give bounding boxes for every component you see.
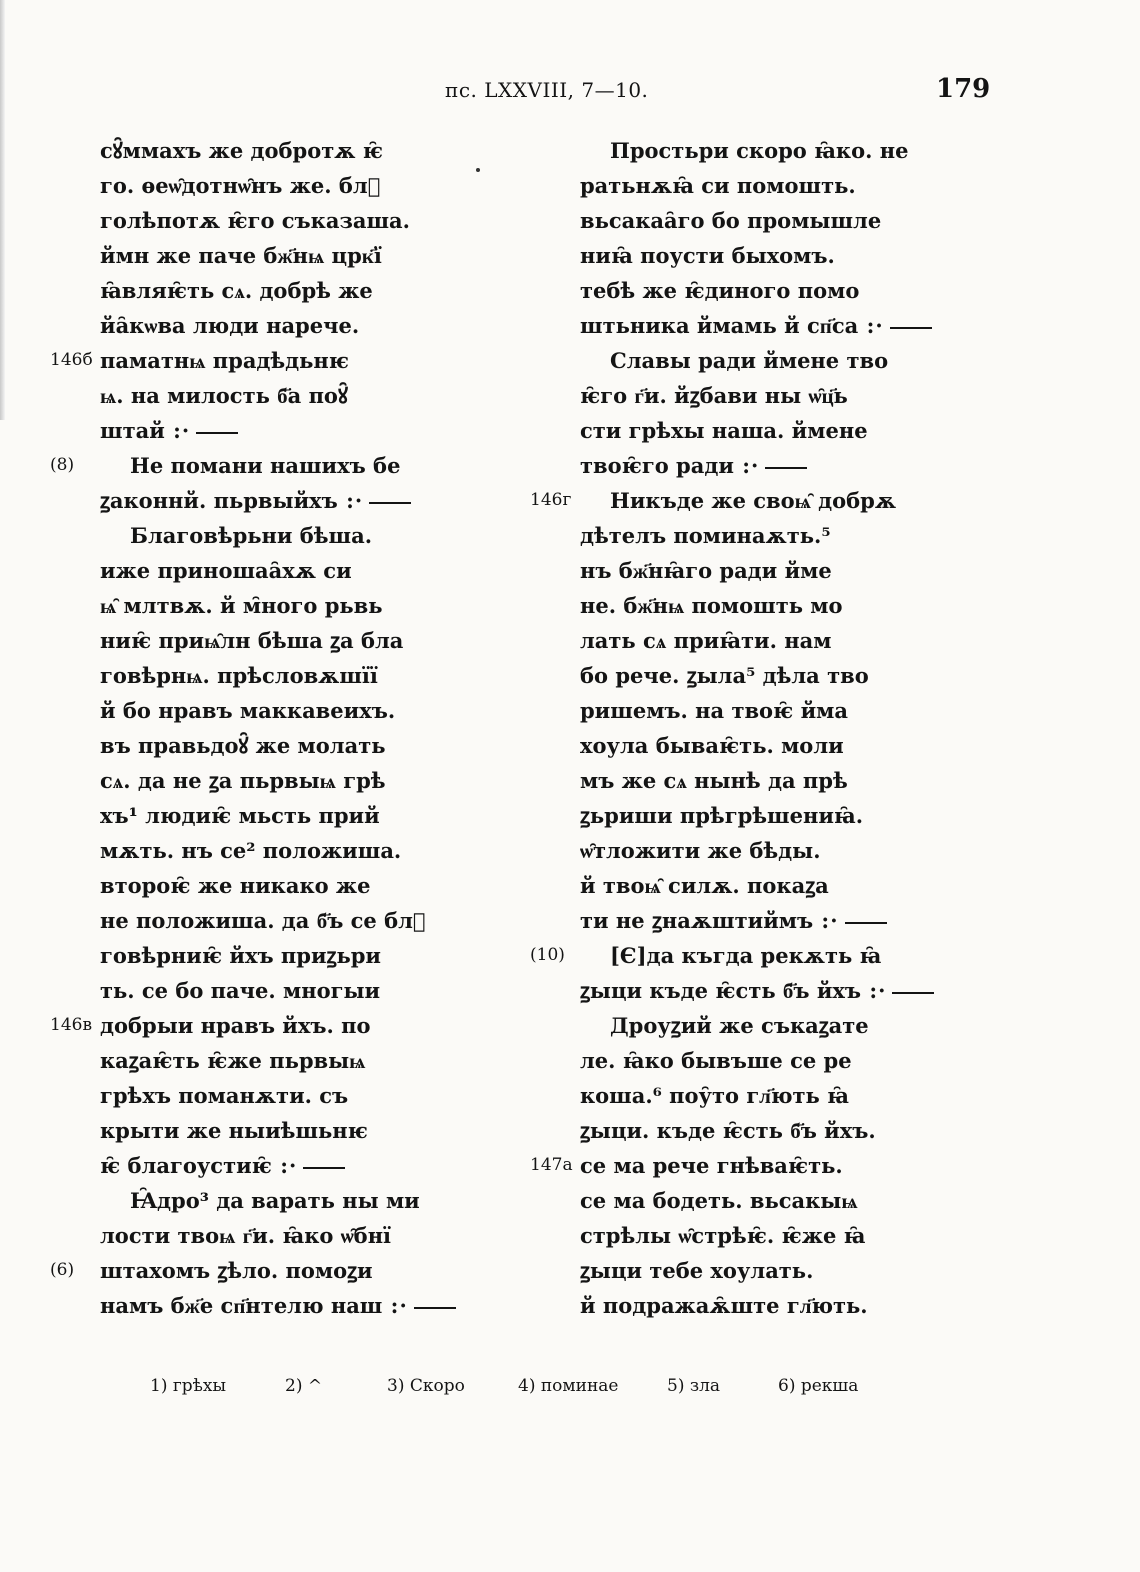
line-text: сти грѣхы наша. ймене (580, 418, 868, 443)
text-line (580, 413, 1000, 448)
text-line (580, 693, 1000, 728)
line-text: добрыи нравъ йхъ. по (100, 1013, 371, 1038)
footnote: 6) рекша (778, 1376, 859, 1396)
text-line (50, 448, 520, 483)
text-line (100, 658, 520, 693)
line-text: сѧ. да не ꙁа пьрвыѩ грѣ (100, 768, 386, 793)
line-text: тебѣ же ѥ̑диного помо (580, 278, 860, 303)
line-text: ле. ꙗ̑ко бывъше се ре (580, 1048, 852, 1073)
text-line (580, 763, 1000, 798)
line-text: второѥ̑ же никако же (100, 873, 371, 898)
verse-end-mark: :· (858, 313, 884, 338)
text-line (580, 238, 1000, 273)
text-line (580, 1183, 1000, 1218)
line-text: голѣпотѫ ѥ̑го съказаша. (100, 208, 410, 233)
text-line (580, 343, 1000, 378)
line-text: иже приношаа̑хѫ си (100, 558, 352, 583)
text-line (100, 273, 520, 308)
text-line (100, 1078, 520, 1113)
line-text: [Є]да къгда рекѫть ꙗ̑ (610, 943, 882, 968)
page-header-title: пс. LXXVIII, 7—10. (445, 78, 649, 102)
text-line (100, 483, 520, 518)
margin-reference: 146в (50, 1015, 93, 1035)
left-text-column (50, 133, 520, 1323)
line-text: каꙁаѥ̑ть ѥ̑же пьрвыѩ (100, 1048, 366, 1073)
footnote: 2) ^ (285, 1376, 323, 1396)
line-text: Простьри скоро ꙗ̑ко. не (610, 138, 909, 163)
text-line (100, 588, 520, 623)
line-text: ѩ̑ млтвѫ. й м̑ного рьвь (100, 593, 383, 618)
text-line (100, 133, 520, 168)
text-line (580, 1253, 1000, 1288)
line-text: твоѥ̑го ради (580, 453, 734, 478)
verse-end-dash (765, 467, 807, 469)
line-text: Славы ради ймене тво (610, 348, 889, 373)
margin-reference: (8) (50, 455, 75, 475)
text-line (100, 1043, 520, 1078)
text-line (580, 1218, 1000, 1253)
text-line (580, 448, 1000, 483)
text-line (100, 623, 520, 658)
line-text: въ правьдоꙋ̑ же молать (100, 733, 386, 758)
page-edge-shadow (0, 0, 5, 420)
text-line (580, 623, 1000, 658)
text-line (580, 203, 1000, 238)
text-line (100, 308, 520, 343)
text-line (100, 833, 520, 868)
verse-end-mark: :· (813, 908, 839, 933)
line-text: штай (100, 418, 165, 443)
verse-end-dash (414, 1307, 456, 1309)
text-line (530, 1148, 1000, 1183)
margin-reference: (6) (50, 1260, 75, 1280)
margin-reference: 147а (530, 1155, 573, 1175)
line-text: ти не ꙁнаѫштиймъ (580, 908, 814, 933)
line-text: ниѥ̑ приѩ̑лн бѣша ꙁа бла (100, 628, 404, 653)
line-text: ꙁыци тебе хоулать. (580, 1258, 814, 1283)
line-text: говѣрниѥ̑ йхъ приꙁьри (100, 943, 381, 968)
line-text: хоула бываѥ̑ть. моли (580, 733, 844, 758)
text-line (530, 483, 1000, 518)
line-text: й бо нравъ маккавеихъ. (100, 698, 396, 723)
line-text: й твоѩ̑ силѫ. покаꙁа (580, 873, 829, 898)
verse-end-dash (369, 502, 411, 504)
text-line (100, 693, 520, 728)
line-text: се ма бодеть. вьсакыѩ (580, 1188, 858, 1213)
line-text: ѩ. на милость б҃а поꙋ̑ (100, 383, 348, 408)
line-text: ратьнѫꙗ̑ си помошть. (580, 173, 856, 198)
line-text: й подражаѫ̑ште гл҃ють. (580, 1293, 868, 1318)
text-line (580, 1113, 1000, 1148)
line-text: ймн же паче бж҃нѩ црк҃ї (100, 243, 382, 268)
line-text: дѣтелъ поминаѫть.⁵ (580, 523, 831, 548)
text-line (580, 168, 1000, 203)
footnote: 4) поминае (518, 1376, 619, 1396)
line-text: не положиша. да б҃ъ се блⷣ (100, 908, 426, 933)
text-line (580, 133, 1000, 168)
line-text: ниꙗ̑ поусти быхомъ. (580, 243, 835, 268)
line-text: мѫть. нъ се² положиша. (100, 838, 402, 863)
margin-reference: 146б (50, 350, 93, 370)
text-line (50, 1008, 520, 1043)
line-text: не. бж҃нѩ помошть мо (580, 593, 843, 618)
verse-end-mark: :· (271, 1153, 298, 1178)
text-line (100, 973, 520, 1008)
line-text: сꙋ̑ммахъ же добротѫ ѥ̑ (100, 138, 384, 163)
line-text: грѣхъ поманѫти. съ (100, 1083, 349, 1108)
text-line (580, 1008, 1000, 1043)
text-line (100, 763, 520, 798)
line-text: ꙗ̑вляѥ̑ть сѧ. добрѣ же (100, 278, 373, 303)
line-text: йа̑кѡва люди нарече. (100, 313, 360, 338)
text-line (100, 553, 520, 588)
line-text: се ма рече гнѣваѥ̑ть. (580, 1153, 843, 1178)
verse-end-dash (892, 992, 934, 994)
line-text: ꙁаконнй. пьрвыйхъ (100, 488, 338, 513)
text-line (50, 343, 520, 378)
text-line (100, 938, 520, 973)
text-line (100, 1183, 520, 1218)
line-text: мъ же сѧ нынѣ да прѣ (580, 768, 848, 793)
line-text: Благовѣрьни бѣша. (130, 523, 373, 548)
line-text: нъ бж҃нꙗ̑го ради йме (580, 558, 832, 583)
text-line (100, 413, 520, 448)
line-text: говѣрнѩ. прѣсловѫшїї (100, 663, 378, 688)
text-line (100, 518, 520, 553)
text-line (580, 1288, 1000, 1323)
page-number: 179 (936, 74, 991, 104)
text-line (100, 203, 520, 238)
verse-end-mark: :· (337, 488, 364, 513)
text-line (50, 1253, 520, 1288)
verse-end-mark: :· (164, 418, 191, 443)
footnote: 3) Скоро (387, 1376, 465, 1396)
text-line (580, 868, 1000, 903)
margin-reference: (10) (530, 945, 565, 965)
text-line (100, 378, 520, 413)
right-text-column (530, 133, 1000, 1323)
line-text: лать сѧ приꙗ̑ти. нам (580, 628, 832, 653)
text-line (580, 798, 1000, 833)
verse-end-dash (890, 327, 932, 329)
text-line (100, 168, 520, 203)
verse-end-dash (303, 1167, 345, 1169)
text-line (580, 518, 1000, 553)
line-text: вьсакаа̑го бо промышле (580, 208, 882, 233)
line-text: намъ бж҃е сп҃нтелю наш (100, 1293, 383, 1318)
line-text: хъ¹ людиѥ̑ мьсть прий (100, 803, 380, 828)
text-line (100, 1218, 520, 1253)
line-text: Дроуꙁий же съкаꙁате (610, 1013, 869, 1038)
text-line (100, 728, 520, 763)
line-text: стрѣлы ѡ̑стрѣѥ̑. ѥ̑же ꙗ̑ (580, 1223, 866, 1248)
text-line (580, 833, 1000, 868)
line-text: ришемъ. на твоѥ̑ йма (580, 698, 849, 723)
verse-end-dash (196, 432, 238, 434)
text-line (580, 308, 1000, 343)
text-line (580, 1043, 1000, 1078)
line-text: лости твоѩ г҃и. ꙗ̑ко ѡ̑бнї (100, 1223, 392, 1248)
text-line (580, 973, 1000, 1008)
verse-end-mark: :· (382, 1293, 408, 1318)
line-text: штьника ймамь й сп҃са (580, 313, 859, 338)
footnote: 1) грѣхы (150, 1376, 227, 1396)
text-line (580, 273, 1000, 308)
line-text: ѥ̑го г҃и. йꙁбави ны ѡ̑ц҃ь (580, 383, 848, 408)
verse-end-mark: :· (861, 978, 887, 1003)
text-line (580, 658, 1000, 693)
text-line (100, 1113, 520, 1148)
text-line (100, 1288, 520, 1323)
footnote: 5) зла (667, 1376, 721, 1396)
text-line (580, 553, 1000, 588)
line-text: крыти же ныиѣшьнѥ (100, 1118, 368, 1143)
line-text: ѡ̑тложити же бѣды. (580, 838, 821, 863)
text-line (530, 938, 1000, 973)
line-text: коша.⁶ поу̑то гл҃ють ꙗ̑ (580, 1083, 849, 1108)
margin-reference: 146г (530, 490, 572, 510)
text-line (100, 798, 520, 833)
line-text: ꙁыци. къде ѥ̑сть б҃ъ йхъ. (580, 1118, 876, 1143)
verse-end-mark: :· (733, 453, 760, 478)
text-line (100, 868, 520, 903)
line-text: Никъде же своѩ̑ добрѫ (610, 488, 897, 513)
line-text: ꙁыци къде ѥ̑сть б҃ъ йхъ (580, 978, 862, 1003)
line-text: го. ѳеѡ̑дотнѡ̑нъ же. блⷣ (100, 173, 381, 198)
text-line (100, 903, 520, 938)
line-text: бо рече. ꙁыла⁵ дѣла тво (580, 663, 869, 688)
line-text: ꙁьриши прѣгрѣшениꙗ̑. (580, 803, 864, 828)
line-text: Ꙗ̑дро³ да варать ны ми (130, 1188, 420, 1213)
line-text: ть. се бо паче. многыи (100, 978, 381, 1003)
line-text: ѥ̑ благоустиѥ̑ (100, 1153, 272, 1178)
line-text: паматнѩ прадѣдьнѥ (100, 348, 350, 373)
text-line (580, 588, 1000, 623)
text-line (580, 728, 1000, 763)
text-line (580, 903, 1000, 938)
text-line (100, 238, 520, 273)
verse-end-dash (845, 922, 887, 924)
text-line (100, 1148, 520, 1183)
text-line (580, 378, 1000, 413)
line-text: Не помани нашихъ бе (130, 453, 401, 478)
text-line (580, 1078, 1000, 1113)
line-text: штахомъ ꙁѣло. помоꙁи (100, 1258, 373, 1283)
